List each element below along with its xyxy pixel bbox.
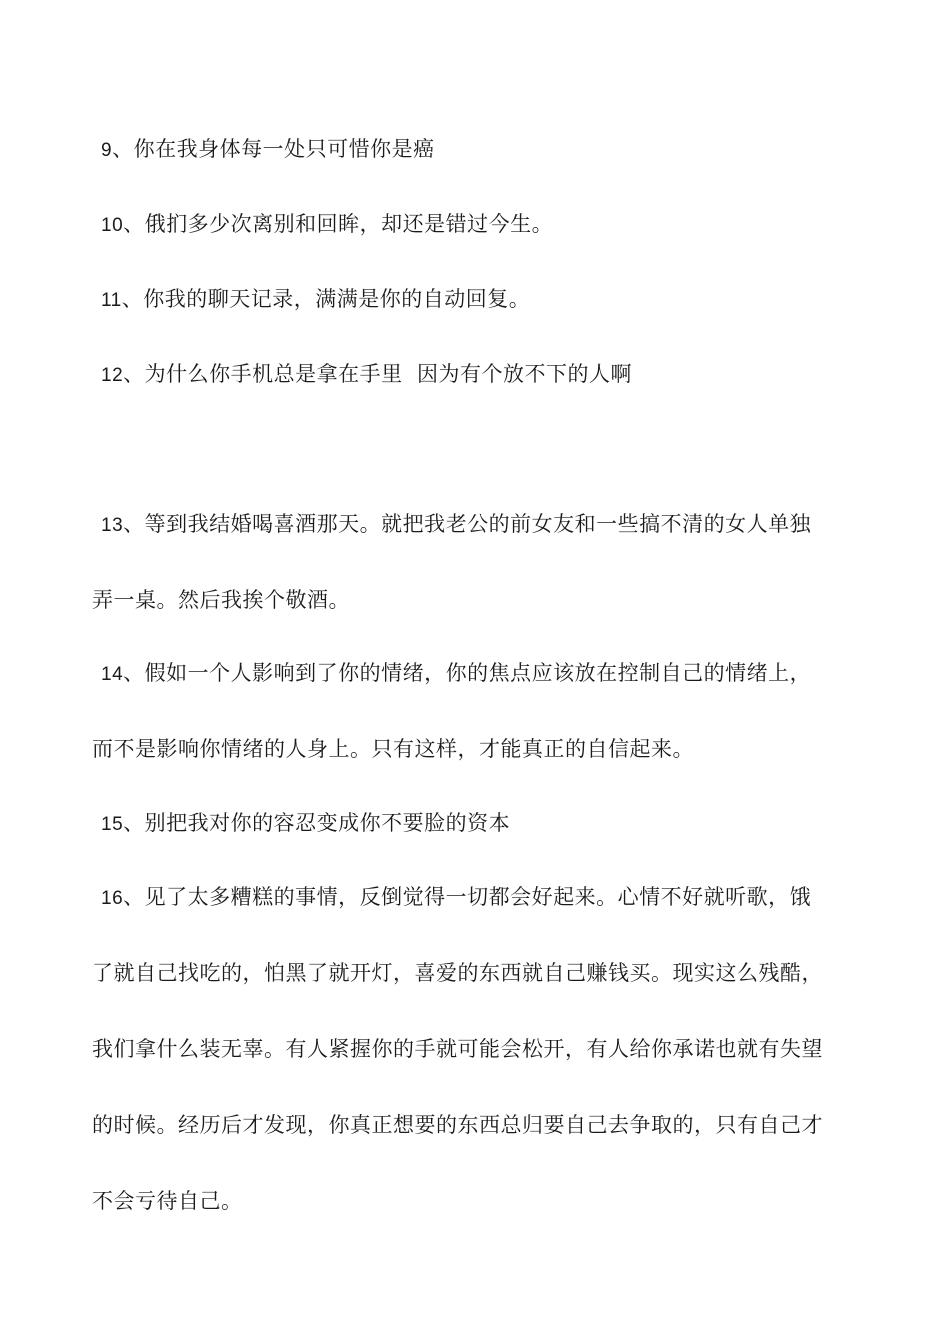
paragraph-text: 、等到我结婚喝喜酒那天。就把我老公的前女友和一些搞不清的女人单独 <box>123 512 812 536</box>
paragraph-text-continued: 而不是影响你情绪的人身上。只有这样，才能真正的自信起来。 <box>92 737 694 761</box>
paragraph-15 <box>92 811 862 887</box>
paragraph-text-continued: 不会亏待自己。 <box>92 1189 243 1213</box>
paragraph-text: 、你在我身体每一处只可惜你是癌 <box>112 137 435 161</box>
paragraph-number: 16 <box>101 888 124 909</box>
paragraph-number: 9 <box>101 140 113 161</box>
paragraph-10 <box>92 212 862 288</box>
paragraph-text: 、为什么你手机总是拿在手里 因为有个放不下的人啊 <box>123 362 632 386</box>
paragraph-text: 、别把我对你的容忍变成你不要脸的资本 <box>123 811 511 835</box>
paragraph-11 <box>92 287 862 363</box>
paragraph-number: 14 <box>101 664 124 685</box>
paragraph-text-continued: 我们拿什么装无辜。有人紧握你的手就可能会松开，有人给你承诺也就有失望 <box>92 1037 823 1061</box>
paragraph-number: 15 <box>101 814 124 835</box>
paragraph-number: 11 <box>101 290 122 311</box>
paragraph-number: 12 <box>101 365 124 386</box>
paragraph-number: 10 <box>101 215 124 236</box>
paragraph-text-continued: 弄一桌。然后我挨个敬酒。 <box>92 588 350 612</box>
paragraph-12 <box>92 362 862 438</box>
paragraph-text-continued: 的时候。经历后才发现，你真正想要的东西总归要自己去争取的，只有自己才 <box>92 1113 823 1137</box>
paragraph-9 <box>92 137 862 213</box>
paragraph-text: 、假如一个人影响到了你的情绪，你的焦点应该放在控制自己的情绪上， <box>123 661 812 685</box>
paragraph-13 <box>92 512 862 664</box>
paragraph-text: 、俄扪多少次离别和回眸，却还是错过今生。 <box>123 212 554 236</box>
paragraph-text: 、见了太多糟糕的事情，反倒觉得一切都会好起来。心情不好就听歌，饿 <box>123 885 812 909</box>
paragraph-14 <box>92 661 862 813</box>
paragraph-16 <box>92 885 862 1265</box>
paragraph-text: 、你我的聊天记录，满满是你的自动回复。 <box>121 287 531 311</box>
paragraph-text-continued: 了就自己找吃的，怕黑了就开灯，喜爱的东西就自己赚钱买。现实这么残酷， <box>92 961 823 985</box>
paragraph-number: 13 <box>101 515 124 536</box>
